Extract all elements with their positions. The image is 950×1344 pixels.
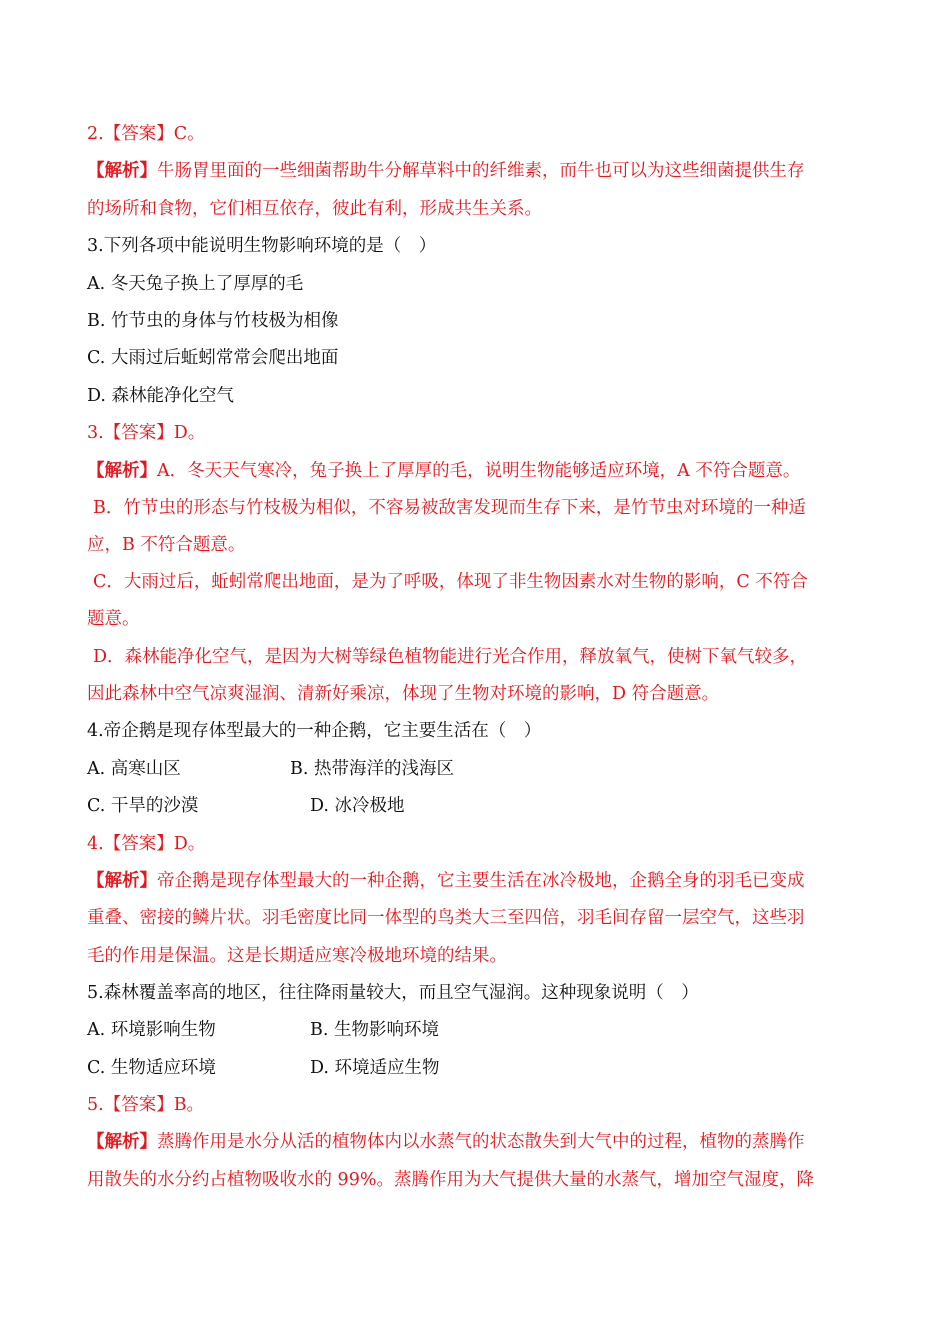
q4-analysis-line-2: 重叠、密接的鳞片状。羽毛密度比同一体型的鸟类大三至四倍，羽毛间存留一层空气，这些羽	[87, 908, 805, 928]
q5-analysis-text-1: 蒸腾作用是水分从活的植物体内以水蒸气的状态散失到大气中的过程，植物的蒸腾作	[157, 1132, 805, 1152]
q3-analysis-line-c1: C．大雨过后，蚯蚓常爬出地面，是为了呼吸，体现了非生物因素水对生物的影响，C 不符合	[93, 572, 808, 592]
q4-analysis-text-1: 帝企鹅是现存体型最大的一种企鹅，它主要生活在冰冷极地，企鹅全身的羽毛已变成	[157, 871, 805, 891]
q5-answer: 5.【答案】B。	[87, 1095, 205, 1115]
q3-option-d: D. 森林能净化空气	[87, 386, 235, 406]
q4-analysis-tag: 【解析】	[87, 871, 157, 891]
q4-analysis-line-1	[87, 869, 877, 893]
q4-options-row-1	[87, 757, 877, 781]
q3-analysis-line-d2: 因此森林中空气凉爽湿润、清新好乘凉，体现了生物对环境的影响，D 符合题意。	[87, 684, 720, 704]
q3-analysis-tag: 【解析】	[87, 461, 157, 481]
q5-stem: 5.森林覆盖率高的地区，往往降雨量较大，而且空气湿润。这种现象说明（ ）	[87, 983, 699, 1003]
q3-analysis-line-b2: 应，B 不符合题意。	[87, 535, 246, 555]
q3-analysis-line-c2: 题意。	[87, 609, 140, 629]
q2-analysis-tag: 【解析】	[87, 161, 157, 181]
q3-option-b: B. 竹节虫的身体与竹枝极为相像	[87, 311, 339, 331]
q3-analysis-line-d1: D．森林能净化空气，是因为大树等绿色植物能进行光合作用，释放氧气，使树下氧气较多，	[93, 647, 808, 667]
q2-analysis-line-2: 的场所和食物，它们相互依存，彼此有利，形成共生关系。	[87, 199, 542, 219]
q4-stem: 4.帝企鹅是现存体型最大的一种企鹅，它主要生活在（ ）	[87, 721, 542, 741]
q4-option-a: A. 高寒山区	[87, 759, 181, 779]
q2-analysis-line-1	[87, 159, 877, 183]
q5-option-d: D. 环境适应生物	[310, 1058, 440, 1078]
q5-options-row-1	[87, 1018, 877, 1042]
q5-option-a: A. 环境影响生物	[87, 1020, 216, 1040]
q2-answer: 2.【答案】C。	[87, 124, 205, 144]
q4-option-d: D. 冰冷极地	[310, 796, 405, 816]
q5-analysis-tag: 【解析】	[87, 1132, 157, 1152]
q4-option-b: B. 热带海洋的浅海区	[290, 759, 454, 779]
q3-analysis-line-b1: B．竹节虫的形态与竹枝极为相似，不容易被敌害发现而生存下来，是竹节虫对环境的一种适	[93, 498, 806, 518]
q4-analysis-line-3: 毛的作用是保温。这是长期适应寒冷极地环境的结果。	[87, 946, 507, 966]
q3-analysis-line-a	[87, 459, 877, 483]
q4-options-row-2	[87, 794, 877, 818]
q5-option-b: B. 生物影响环境	[310, 1020, 439, 1040]
q5-option-c: C. 生物适应环境	[87, 1058, 216, 1078]
q5-analysis-line-1	[87, 1130, 877, 1154]
q3-stem: 3.下列各项中能说明生物影响环境的是（ ）	[87, 236, 437, 256]
q5-analysis-line-2: 用散失的水分约占植物吸收水的 99%。蒸腾作用为大气提供大量的水蒸气，增加空气湿度，降	[87, 1170, 814, 1190]
q4-answer: 4.【答案】D。	[87, 834, 206, 854]
q3-option-c: C. 大雨过后蚯蚓常常会爬出地面	[87, 348, 339, 368]
q5-options-row-2	[87, 1056, 877, 1080]
q3-answer: 3.【答案】D。	[87, 423, 206, 443]
q3-option-a: A. 冬天兔子换上了厚厚的毛	[87, 274, 304, 294]
q2-analysis-text-1: 牛肠胃里面的一些细菌帮助牛分解草料中的纤维素，而牛也可以为这些细菌提供生存	[157, 161, 805, 181]
q3-analysis-text-a: A．冬天天气寒冷，兔子换上了厚厚的毛，说明生物能够适应环境，A 不符合题意。	[157, 461, 801, 481]
q4-option-c: C. 干旱的沙漠	[87, 796, 199, 816]
